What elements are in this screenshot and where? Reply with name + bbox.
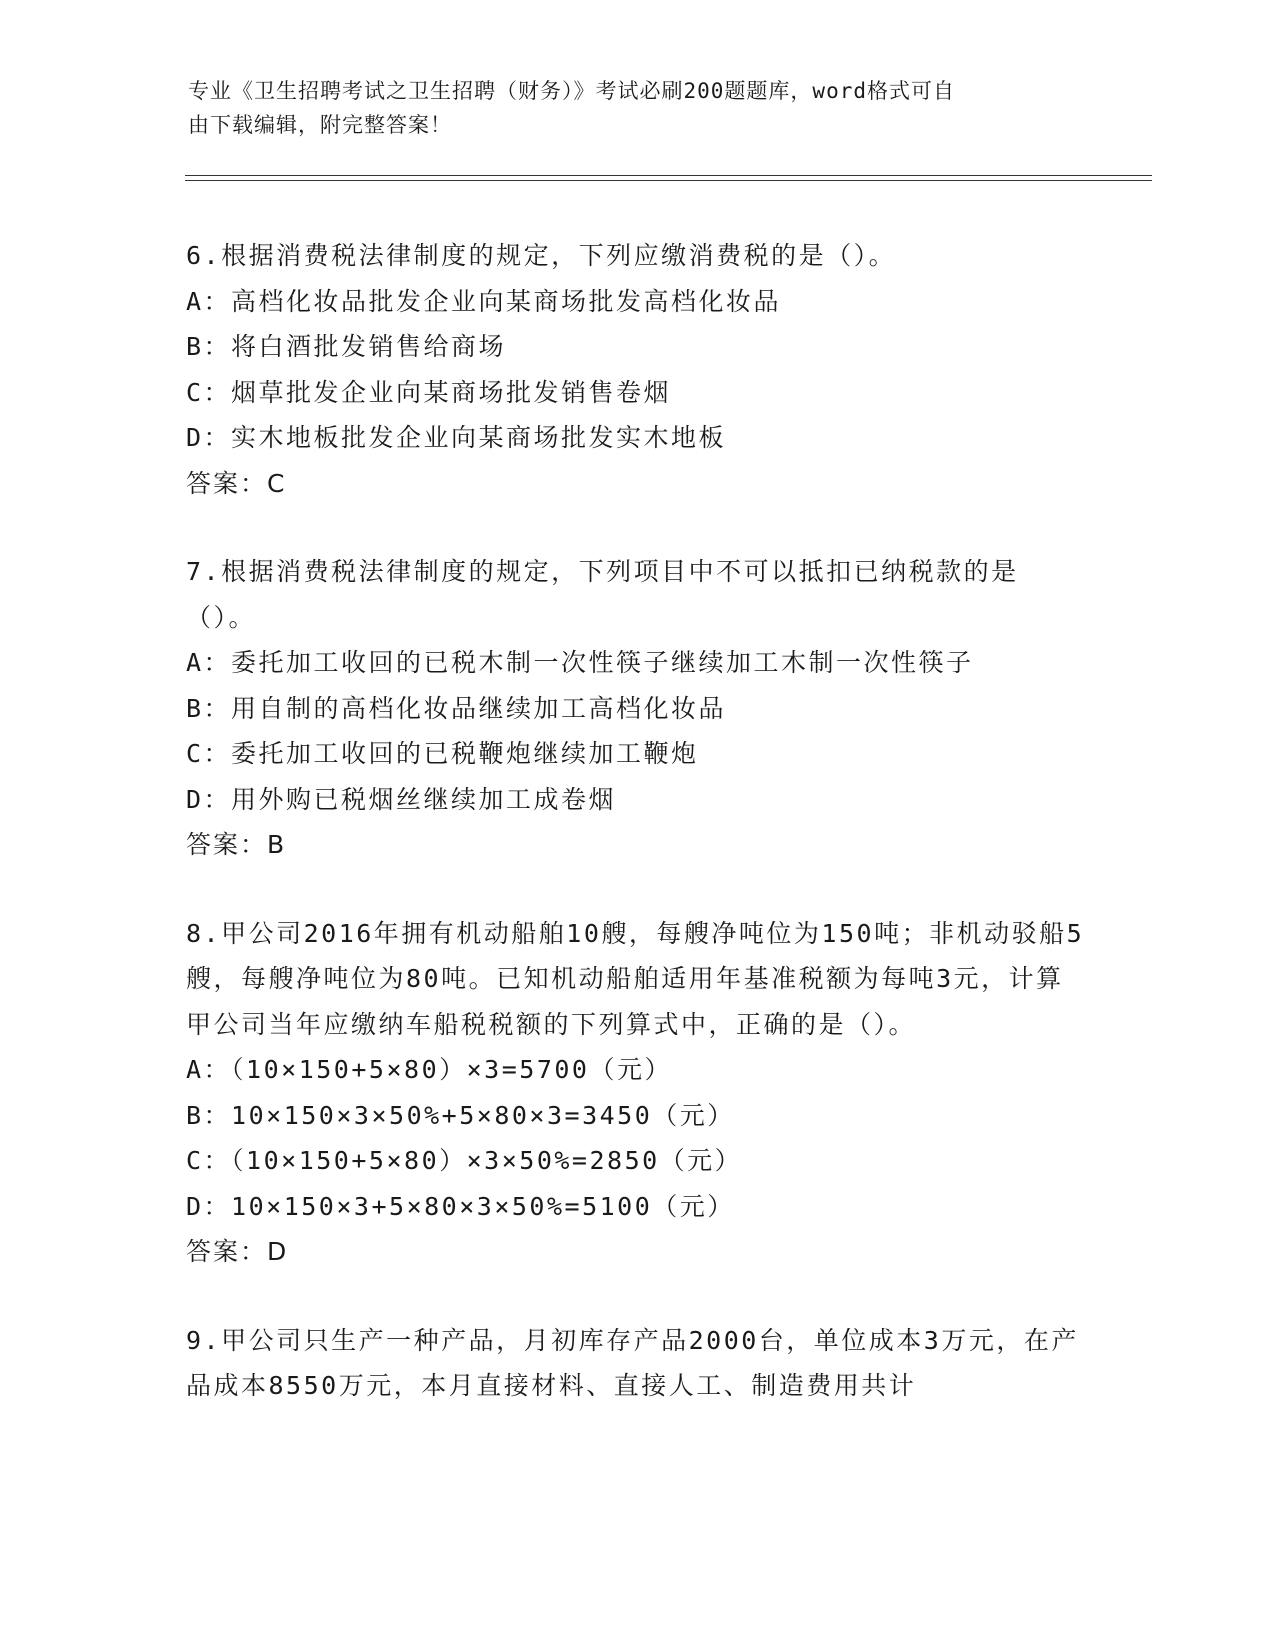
option-d: D：用外购已税烟丝继续加工成卷烟 bbox=[186, 784, 617, 814]
answer-value: D bbox=[267, 1237, 288, 1266]
header-divider bbox=[185, 175, 1152, 181]
option-a: A：（10×150+5×80）×3=5700（元） bbox=[186, 1055, 672, 1084]
question-text: 7.根据消费税法律制度的规定，下列项目中不可以抵扣已纳税款的是（）。 bbox=[186, 557, 1019, 632]
option-d: D：实木地板批发企业向某商场批发实木地板 bbox=[186, 423, 727, 452]
option-c: C：（10×150+5×80）×3×50%=2850（元） bbox=[186, 1146, 743, 1175]
answer-label: 答案： bbox=[186, 1237, 268, 1266]
answer-line bbox=[186, 1229, 1086, 1275]
answer-label: 答案： bbox=[186, 830, 268, 859]
answer-label: 答案： bbox=[186, 468, 268, 498]
answer-line bbox=[186, 822, 1086, 868]
header-line-1: 专业《卫生招聘考试之卫生招聘（财务）》考试必刷200题题库，word格式可自 bbox=[188, 79, 955, 103]
option-b: B：用自制的高档化妆品继续加工高档化妆品 bbox=[186, 693, 727, 723]
answer-value: B bbox=[267, 830, 286, 859]
question-6 bbox=[186, 233, 1086, 506]
option-b: B：10×150×3×50%+5×80×3=3450（元） bbox=[186, 1100, 735, 1130]
option-b: B：将白酒批发销售给商场 bbox=[186, 332, 507, 361]
question-8 bbox=[186, 911, 1086, 1275]
answer-line bbox=[186, 461, 1086, 507]
question-text: 8.甲公司2016年拥有机动船舶10艘，每艘净吨位为150吨；非机动驳船5艘，每艘净吨位为80吨。已知机动船舶适用年基准税额为每吨3元，计算甲公司当年应缴纳车船税税额的下列算式中，正确的是（）。 bbox=[186, 918, 1085, 1039]
header-line-2: 由下载编辑，附完整答案！ bbox=[188, 113, 452, 137]
question-7 bbox=[186, 549, 1086, 868]
option-c: C：委托加工收回的已税鞭炮继续加工鞭炮 bbox=[186, 739, 699, 768]
question-list bbox=[186, 233, 1086, 1452]
question-9 bbox=[186, 1318, 1086, 1409]
option-a: A：高档化妆品批发企业向某商场批发高档化妆品 bbox=[186, 286, 782, 316]
option-a: A：委托加工收回的已税木制一次性筷子继续加工木制一次性筷子 bbox=[186, 648, 974, 677]
question-text: 9.甲公司只生产一种产品，月初库存产品2000台，单位成本3万元，在产品成本8550万元，本月直接材料、直接人工、制造费用共计 bbox=[186, 1325, 1079, 1400]
option-d: D：10×150×3+5×80×3×50%=5100（元） bbox=[186, 1191, 735, 1221]
document-header bbox=[188, 74, 1068, 142]
question-text: 6.根据消费税法律制度的规定，下列应缴消费税的是（）。 bbox=[186, 241, 897, 270]
option-c: C：烟草批发企业向某商场批发销售卷烟 bbox=[186, 377, 672, 407]
answer-value: C bbox=[267, 468, 286, 498]
